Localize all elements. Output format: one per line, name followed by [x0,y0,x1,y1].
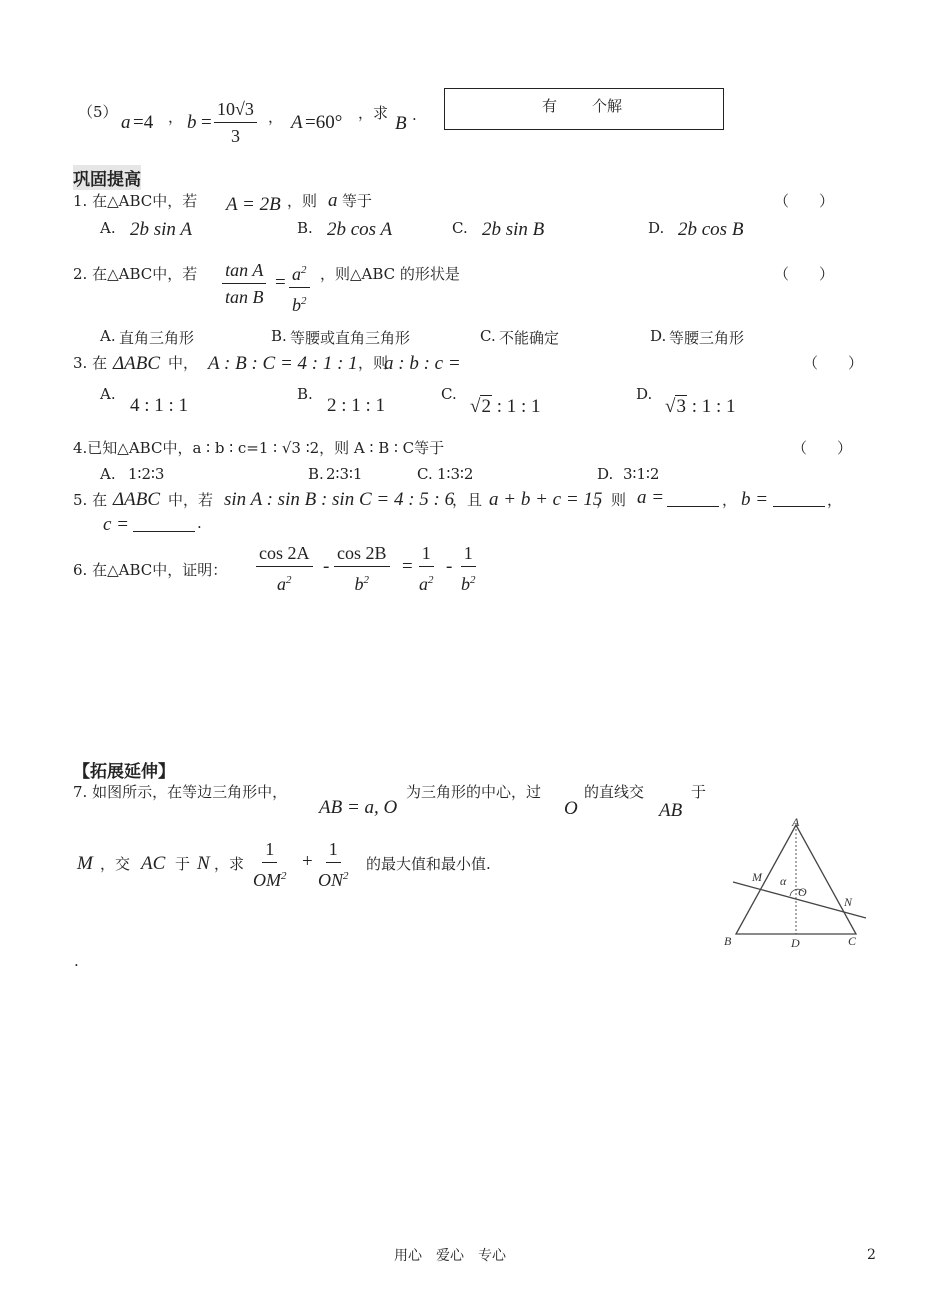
q2-lhs-denominator: tan B [225,287,264,307]
q1-option-a-label: A. [100,219,116,237]
q4-option-d-value: 3∶1∶2 [623,465,660,483]
item5-b-numerator: 10√3 [214,96,257,123]
q1-var: a [328,190,338,211]
q5-mid: 中，若 [168,491,214,509]
q5-a-ask: a = [637,487,665,508]
q7-fraction-1 [250,836,290,893]
q6-term2-fraction [334,540,390,597]
q3-option-b-label: B. [297,385,313,403]
q3-option-c-label: C. [441,385,457,403]
q5-end: . [197,514,202,532]
q3-option-d-label: D. [636,385,653,403]
q6-term4-square: 2 [470,574,476,586]
q1-then: ，则 [287,192,318,210]
q7-AC: AC [141,853,166,874]
q7-fraction-2-denominator: ON [318,870,344,890]
q1-text: 1. 在△ABC中，若 [73,192,198,210]
q7-fraction-2 [315,836,352,893]
q5-then: ，则 [596,491,627,509]
q3-option-d-rest: : 1 : 1 [686,396,736,417]
q5-comma-1: ， [722,491,738,509]
item5-sep1: ， [168,108,184,126]
q2-rhs-num-square: 2 [301,264,307,276]
q6-term1-numerator: cos 2A [256,540,313,567]
figure-label-M: M [752,870,762,884]
q6-term2-denominator: b [354,574,364,594]
item5-b-eq: = [201,112,212,133]
q6-term3-denominator: a [419,574,428,594]
item5-a-value: =4 [133,112,154,133]
q6-term4-fraction [458,540,479,597]
q2-option-c-value: 不能确定 [499,329,560,347]
q3-mid: 中， [168,354,199,372]
q1-option-d-label: D. [648,219,665,237]
q3-option-a-value: 4 : 1 : 1 [130,395,189,416]
q4-option-a-value: 1∶2∶3 [128,465,165,483]
q4-option-b-label: B. [308,465,324,483]
q7-line: 的直线交 [584,783,645,801]
q5-a-blank[interactable] [667,490,719,507]
q4-answer-paren: （ ） [792,439,853,457]
figure-label-alpha: α [780,874,787,888]
q7-AB: AB [659,800,683,821]
q3-option-c-rest: : 1 : 1 [491,396,541,417]
q2-option-d-label: D. [650,327,667,345]
q7-plus: + [302,851,313,872]
q6-term4-denominator: b [461,574,470,594]
item5-b-fraction [214,96,257,149]
item5-b-denominator: 3 [230,126,240,146]
q1-option-c-value: 2b sin B [482,219,545,240]
q2-tail: ，则△ABC 的形状是 [320,265,460,283]
q5-sum: a + b + c = 15 [489,489,603,510]
q5-c-blank[interactable] [133,515,195,532]
q2-rhs-fraction [289,257,310,318]
q2-option-b-value: 等腰或直角三角形 [290,329,411,347]
q4-text: 4.已知△ABC中，a ∶ b ∶ c=1 ∶ √3 ∶2，则 A ∶ B ∶ C等于 [73,439,445,457]
item5-end: . [412,106,417,124]
q7-fraction-1-square: 2 [281,870,287,882]
q7-qiu: ，求 [214,855,245,873]
q7-M: M [77,853,93,874]
page-number: 2 [867,1247,876,1263]
q4-option-c-label: C. [417,465,433,483]
q3-option-b-value: 2 : 1 : 1 [327,395,386,416]
item5-b-var: b [187,112,197,133]
item5-A-var: A [291,112,303,133]
figure-label-A: A [792,815,800,829]
q6-term1-fraction [256,540,313,597]
footer-motto: 用心 爱心 专心 [394,1248,506,1264]
section-title-consolidate: 巩固提高 [73,165,141,190]
q6-term2-numerator: cos 2B [334,540,390,567]
section-title-extension: 【拓展延伸】 [73,762,175,782]
q6-term4-numerator: 1 [461,540,476,567]
q2-answer-paren: （ ） [774,265,835,283]
q6-eq: = [402,556,413,577]
answer-box-label-2: 个解 [592,97,623,115]
q1-option-b-value: 2b cos A [327,219,393,240]
q7-fraction-1-numerator: 1 [262,836,277,863]
q5-comma-2: ， [827,491,843,509]
q4-option-a-label: A. [100,465,116,483]
item5-sep2: ， [268,108,284,126]
q3-option-d-root: 3 [676,396,686,417]
q7-fraction-1-denominator: OM [253,870,281,890]
q5-triangle: ΔABC [113,489,161,510]
q2-rhs-den-square: 2 [301,295,307,307]
item5-label: （5） [78,103,118,121]
figure-label-O: O [798,885,807,899]
q7-mid: 为三角形的中心，过 [406,783,542,801]
q1-condition: A = 2B [226,194,281,215]
q7-yu: 于 [691,783,707,801]
q2-rhs-denominator: b [292,295,301,315]
q2-text: 2. 在△ABC中，若 [73,265,198,283]
q2-eq: = [275,272,286,293]
q6-term2-square: 2 [363,574,369,586]
item5-A-value: =60° [305,112,343,133]
q1-answer-paren: （ ） [774,192,835,210]
answer-box-label-1: 有 [542,97,558,115]
q2-option-a-value: 直角三角形 [119,329,195,347]
q4-option-b-value: 2∶3∶1 [326,465,363,483]
q1-option-a-value: 2b sin A [130,219,192,240]
q4-option-c-value: 1∶3∶2 [437,465,474,483]
q6-term1-square: 2 [286,574,292,586]
q3-triangle: ΔABC [113,353,161,374]
q3-option-a-label: A. [100,385,116,403]
q5-b-ask: b = [741,489,769,510]
q3-option-d-value: √3 : 1 : 1 [665,396,736,417]
q3-option-c-root: 2 [481,396,491,417]
q7-fraction-2-numerator: 1 [326,836,341,863]
item5-ask-var: B [395,113,407,134]
triangle-figure [700,810,875,955]
q3-condition: A : B : C = 4 : 1 : 1 [208,353,358,374]
q4-option-d-label: D. [597,465,614,483]
q5-condition: sin A : sin B : sin C = 4 : 5 : 6 [224,489,455,510]
q6-minus-1: - [323,556,330,577]
figure-label-C: C [848,934,857,948]
q3-answer-paren: （ ） [803,354,864,372]
q1-option-d-value: 2b cos B [678,219,744,240]
q5-and: ，且 [452,491,483,509]
q7-condition: AB = a, O [319,797,398,818]
q1-option-b-label: B. [297,219,313,237]
figure-label-B: B [724,934,732,948]
q7-tail: 的最大值和最小值. [366,855,491,873]
q2-lhs-numerator: tan A [222,257,266,284]
q7-N: N [197,853,210,874]
q6-text: 6. 在△ABC中，证明： [73,561,228,579]
q2-option-d-value: 等腰三角形 [669,329,745,347]
q6-term3-fraction [416,540,437,597]
q2-option-b-label: B. [271,327,287,345]
q5-c-ask: c = [103,514,130,535]
q3-then: ，则 [358,354,389,372]
q6-term1-denominator: a [277,574,286,594]
q7-yu2: 于 [175,855,191,873]
q7-text: 7. 如图所示，在等边三角形中， [73,783,288,801]
figure-label-D: D [791,936,800,950]
q2-option-c-label: C. [480,327,496,345]
q3-text: 3. 在 [73,354,108,372]
q2-rhs-numerator: a [292,264,301,284]
q6-term3-square: 2 [428,574,434,586]
q1-tail: 等于 [342,192,373,210]
q2-lhs-fraction [222,257,267,310]
q7-jiao: ，交 [100,855,131,873]
q5-b-blank[interactable] [773,490,825,507]
q6-term3-numerator: 1 [419,540,434,567]
q1-option-c-label: C. [452,219,468,237]
q7-O: O [564,798,578,819]
q7-fraction-2-square: 2 [343,870,349,882]
q3-ask: a : b : c = [384,353,461,374]
answer-box [444,88,724,130]
q6-minus-2: - [446,556,453,577]
q3-option-c-value: √2 : 1 : 1 [470,396,541,417]
item5-ask: ，求 [358,104,389,122]
q2-option-a-label: A. [100,327,116,345]
item5-a-var: a [121,112,131,133]
stray-dot: . [74,952,79,970]
q5-text: 5. 在 [73,491,108,509]
figure-label-N: N [844,895,853,909]
